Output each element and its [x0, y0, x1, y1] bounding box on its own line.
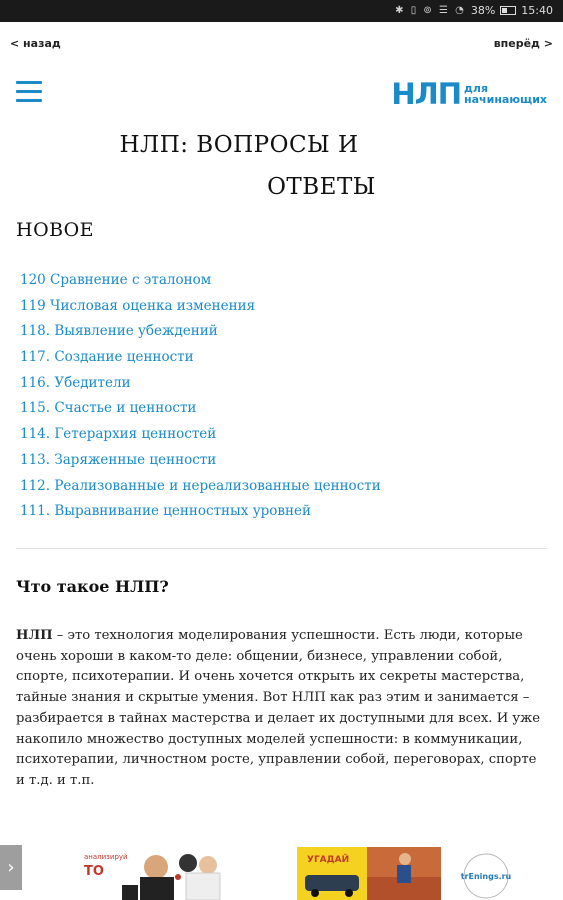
nlp-bold-term: НЛП	[16, 628, 53, 643]
status-bar	[0, 0, 563, 22]
list-item[interactable]: 116. Убедители	[20, 374, 131, 391]
ad-image-couple[interactable]	[38, 847, 238, 900]
section-divider	[16, 548, 547, 549]
ad-image-car-runner[interactable]	[297, 847, 441, 900]
forward-link[interactable]: вперёд >	[493, 37, 553, 50]
svg-text:ТО: ТО	[84, 864, 104, 879]
page-nav	[10, 37, 553, 53]
status-icons: ✱ ▯ ⊚ ☰ ◔	[395, 5, 466, 16]
list-item[interactable]: 114. Гетерархия ценностей	[20, 426, 217, 443]
battery-icon	[500, 6, 516, 15]
new-section-heading: НОВОЕ	[16, 219, 95, 241]
site-logo[interactable]	[391, 77, 547, 111]
svg-text:УГАДАЙ: УГАДАЙ	[307, 855, 350, 865]
svg-text:trEnings.ru: trEnings.ru	[460, 872, 512, 881]
list-item[interactable]: 111. Выравнивание ценностных уровней	[20, 503, 311, 520]
new-articles-list	[20, 269, 381, 526]
back-link[interactable]: < назад	[10, 37, 61, 50]
page-title	[0, 124, 563, 208]
svg-text:анализируй: анализируй	[84, 853, 128, 861]
page-title-line1: НЛП: ВОПРОСЫ И	[119, 132, 359, 158]
list-item[interactable]: 117. Создание ценности	[20, 349, 194, 366]
list-item[interactable]: 115. Счастье и ценности	[20, 400, 197, 417]
list-item[interactable]: 120 Сравнение с эталоном	[20, 272, 212, 288]
list-item[interactable]: 112. Реализованные и нереализованные ценности	[20, 477, 381, 494]
ad-image-trenings-logo[interactable]	[455, 850, 517, 900]
chevron-right-icon[interactable]: ›	[0, 845, 22, 890]
battery-percent: 38%	[470, 4, 496, 17]
what-is-nlp-text: НЛП – это технология моделирования успешности. Есть люди, которые очень хороши в каком-то деле: общении, бизнесе, управлении собой, спорте, психотерапии. И очень хочется открыть их секреты мастерства, тайные знания и скрытые умения. Вот НЛП как раз этим и занимается – разбирается в тайнах мастерства и делает их доступными для всех. И уже накопило множество доступных моделей успешности: в коммуникации, психотерапии, личностном росте, управлении собой, переговорах, спорте и т.д. и т.п.	[16, 628, 541, 788]
what-is-nlp-heading: Что такое НЛП?	[16, 577, 169, 596]
menu-icon[interactable]	[16, 81, 42, 103]
logo-sub-text: для начинающих	[464, 82, 547, 106]
status-time: 15:40	[521, 4, 553, 17]
logo-main-text: НЛП	[391, 77, 462, 111]
list-item[interactable]: 119 Числовая оценка изменения	[20, 297, 256, 314]
list-item[interactable]: 118. Выявление убеждений	[20, 323, 218, 340]
list-item[interactable]: 113. Заряженные ценности	[20, 451, 217, 468]
page-title-line2: ОТВЕТЫ	[267, 174, 376, 200]
